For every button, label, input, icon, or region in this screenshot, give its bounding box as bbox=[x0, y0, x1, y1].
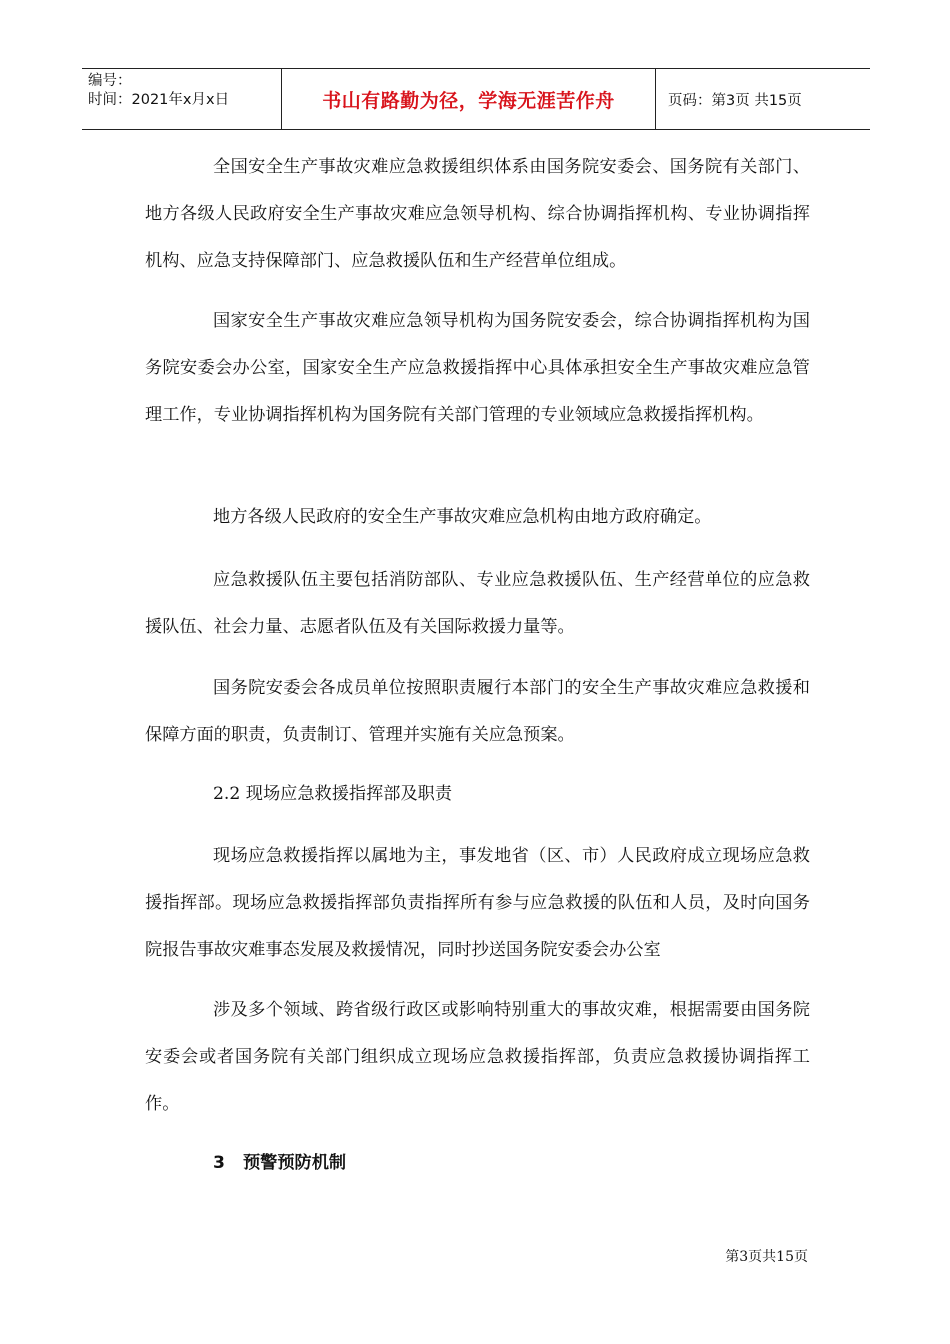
paragraph-3: 地方各级人民政府的安全生产事故灾难应急机构由地方政府确定。 bbox=[213, 507, 712, 527]
subsection-heading-2-2: 2.2 现场应急救援指挥部及职责 bbox=[213, 784, 453, 804]
page-footer: 第3页共15页 bbox=[725, 1249, 808, 1265]
section-title: 预警预防机制 bbox=[242, 1153, 347, 1173]
paragraph-2: 国家安全生产事故灾难应急领导机构为国务院安委会，综合协调指挥机构为国务院安委会办公室，国家安全生产应急救援指挥中心具体承担安全生产事故灾难应急管理工作，专业协调指挥机构为国务院有关部门管理的专业领域应急救援指挥机构。 bbox=[145, 311, 810, 425]
section-heading bbox=[213, 1140, 346, 1187]
section-number: 3 bbox=[213, 1153, 225, 1173]
header-page-cell bbox=[656, 69, 870, 129]
motto-text: 书山有路勤为径，学海无涯苦作舟 bbox=[322, 89, 615, 112]
page-label: 页码：第3页 共15页 bbox=[668, 92, 802, 109]
paragraph-6: 现场应急救援指挥以属地为主，事发地省（区、市）人民政府成立现场应急救援指挥部。现场应急救援指挥部负责指挥所有参与应急救援的队伍和人员，及时向国务院报告事故灾难事态发展及救援情况，同时抄送国务院安委会办公室 bbox=[145, 846, 810, 960]
paragraph-7: 涉及多个领域、跨省级行政区或影响特别重大的事故灾难，根据需要由国务院安委会或者国务院有关部门组织成立现场应急救援指挥部，负责应急救援协调指挥工作。 bbox=[145, 1000, 810, 1114]
header-meta-cell bbox=[82, 69, 282, 129]
paragraph-4: 应急救援队伍主要包括消防部队、专业应急救援队伍、生产经营单位的应急救援队伍、社会力量、志愿者队伍及有关国际救援力量等。 bbox=[145, 570, 810, 637]
paragraph-1: 全国安全生产事故灾难应急救援组织体系由国务院安委会、国务院有关部门、地方各级人民政府安全生产事故灾难应急领导机构、综合协调指挥机构、专业协调指挥机构、应急支持保障部门、应急救援队伍和生产经营单位组成。 bbox=[145, 157, 810, 271]
page-header bbox=[82, 68, 870, 130]
paragraph-5: 国务院安委会各成员单位按照职责履行本部门的安全生产事故灾难应急救援和保障方面的职责，负责制订、管理并实施有关应急预案。 bbox=[145, 678, 810, 745]
time-label: 时间：2021年x月x日 bbox=[88, 92, 230, 108]
code-label: 编号： bbox=[88, 73, 132, 89]
header-motto-cell bbox=[282, 69, 656, 129]
